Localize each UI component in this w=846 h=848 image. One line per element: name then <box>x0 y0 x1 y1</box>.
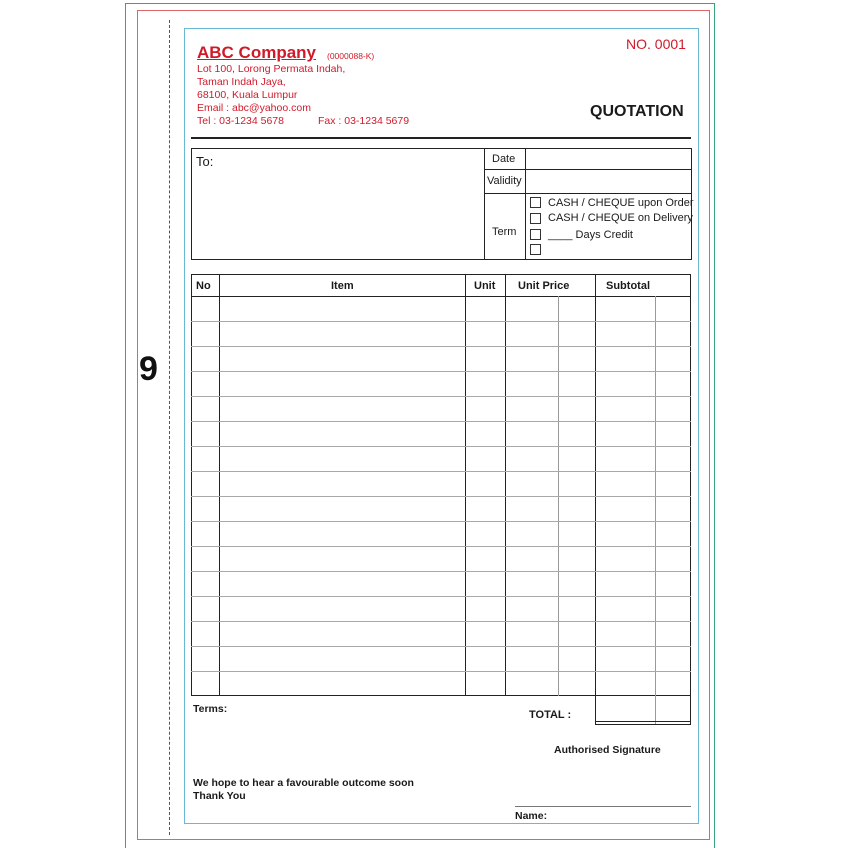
term-label: Term <box>492 226 517 238</box>
items-table <box>191 274 691 696</box>
table-row <box>191 571 691 572</box>
table-row <box>191 671 691 672</box>
header-divider <box>191 137 691 139</box>
term-checkbox-4[interactable] <box>530 244 541 255</box>
table-header-line <box>191 296 691 297</box>
company-email: Email : abc@yahoo.com <box>197 102 311 114</box>
company-tel: Tel : 03-1234 5678 <box>197 115 284 127</box>
term-checkbox-3[interactable] <box>530 229 541 240</box>
header-no: No <box>196 280 211 292</box>
term-checkbox-1[interactable] <box>530 197 541 208</box>
info-row-line-1 <box>484 169 692 170</box>
table-row <box>191 471 691 472</box>
table-row <box>191 621 691 622</box>
total-line-2 <box>595 724 691 725</box>
info-divider-1 <box>484 148 485 260</box>
date-label: Date <box>492 153 516 165</box>
col-divider-unit-price <box>595 274 596 724</box>
table-row <box>191 596 691 597</box>
table-row <box>191 646 691 647</box>
term-option-1: CASH / CHEQUE upon Order <box>548 197 694 209</box>
address-line-1: Lot 100, Lorong Permata Indah, <box>197 63 346 75</box>
document-type: QUOTATION <box>590 103 684 120</box>
total-right-border <box>690 696 691 724</box>
subtotal-cents-divider <box>655 296 656 724</box>
table-row <box>191 446 691 447</box>
company-fax: Fax : 03-1234 5679 <box>318 115 410 127</box>
address-line-3: 68100, Kuala Lumpur <box>197 89 298 101</box>
validity-label: Validity <box>487 175 522 187</box>
total-label: TOTAL : <box>529 709 572 721</box>
page-marker: 9 <box>139 350 158 388</box>
document-number: NO. 0001 <box>626 36 686 52</box>
name-label: Name: <box>515 810 548 822</box>
table-row <box>191 546 691 547</box>
term-option-3: ____ Days Credit <box>548 229 633 241</box>
address-line-2: Taman Indah Jaya, <box>197 76 286 88</box>
to-label: To: <box>196 154 214 169</box>
col-divider-unit <box>505 274 506 696</box>
table-row <box>191 346 691 347</box>
term-checkbox-2[interactable] <box>530 213 541 224</box>
signature-label: Authorised Signature <box>554 744 661 756</box>
closing-message: We hope to hear a favourable outcome soon <box>193 777 414 789</box>
col-divider-item <box>465 274 466 696</box>
table-row <box>191 321 691 322</box>
terms-label: Terms: <box>193 703 228 715</box>
thank-you-text: Thank You <box>193 790 246 802</box>
table-row <box>191 421 691 422</box>
header-subtotal: Subtotal <box>606 280 650 292</box>
header-unit: Unit <box>474 280 496 292</box>
signature-line <box>515 806 691 807</box>
info-divider-2 <box>525 148 526 260</box>
table-row <box>191 521 691 522</box>
term-option-2: CASH / CHEQUE on Delivery <box>548 212 693 224</box>
table-row <box>191 496 691 497</box>
company-name: ABC Company <box>197 43 317 62</box>
col-divider-no <box>219 274 220 696</box>
header-unit-price: Unit Price <box>518 280 570 292</box>
total-line-1 <box>595 721 691 722</box>
header-item: Item <box>331 280 354 292</box>
table-row <box>191 371 691 372</box>
company-reg-no: (0000088-K) <box>327 51 375 61</box>
perforation-line <box>169 20 170 835</box>
table-row <box>191 396 691 397</box>
info-row-line-2 <box>484 193 692 194</box>
